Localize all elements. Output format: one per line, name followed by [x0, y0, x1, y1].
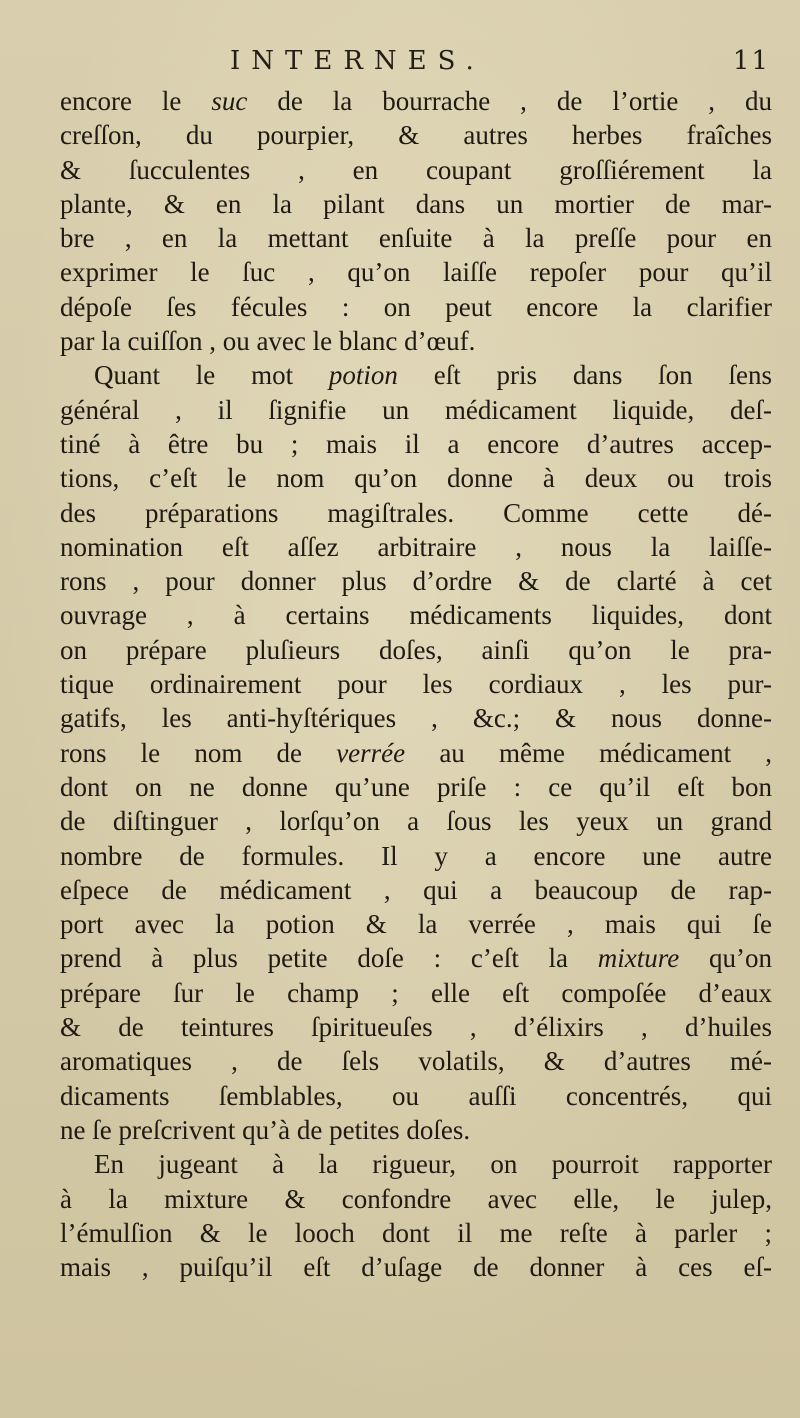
body-text — [60, 84, 772, 1284]
text-line — [60, 564, 772, 598]
text-segment: eſpece de médicament , qui a beaucoup de rap- — [60, 874, 772, 905]
text-segment: de la bourrache , de l’ortie , du — [247, 86, 772, 116]
page-number: 11 — [732, 46, 770, 76]
running-head: INTERNES. — [230, 46, 485, 76]
text-segment: & ſucculentes , en coupant groſſiérement la — [60, 154, 772, 185]
text-line — [60, 736, 772, 770]
text-segment: dont on ne donne qu’une priſe : ce qu’il eſt bon — [60, 771, 772, 802]
text-line — [60, 1216, 772, 1250]
text-line — [60, 667, 772, 701]
text-segment: l’émulſion & le looch dont il me reſte à parler ; — [60, 1217, 772, 1248]
text-segment: gatifs, les anti-hyſtériques , &c.; & nous donne- — [60, 703, 772, 734]
text-segment: ouvrage , à certains médicaments liquides, dont — [60, 600, 772, 631]
text-line — [60, 187, 772, 221]
text-segment: dicaments ſemblables, ou auſſi concentrés, qui — [60, 1080, 772, 1111]
text-segment: prépare ſur le champ ; elle eſt compoſée d’eaux — [60, 977, 772, 1008]
text-segment: rons le nom de — [60, 737, 337, 768]
text-line — [60, 633, 772, 667]
text-segment: tique ordinairement pour les cordiaux , les pur- — [60, 669, 772, 700]
italic-term: potion — [328, 360, 398, 391]
text-line — [60, 255, 772, 289]
text-line — [60, 496, 772, 530]
text-segment: nombre de formules. Il y a encore une autre — [60, 840, 772, 871]
text-line — [60, 84, 772, 118]
text-segment: port avec la potion & la verrée , mais qui ſe — [60, 909, 772, 940]
text-line — [60, 221, 772, 255]
page-header — [60, 44, 770, 84]
text-segment: de diſtinguer , lorſqu’on a ſous les yeux un grand — [60, 806, 772, 837]
text-segment: qu’on — [679, 943, 772, 974]
text-line — [60, 770, 772, 804]
text-segment: tions, c’eſt le nom qu’on donne à deux ou trois — [60, 463, 772, 494]
text-line — [60, 701, 772, 735]
text-segment: En jugeant à la rigueur, on pourroit rapporter — [94, 1149, 772, 1180]
text-line — [60, 1182, 772, 1216]
text-line — [60, 427, 772, 461]
text-line — [60, 1147, 772, 1181]
italic-term: suc — [211, 86, 248, 116]
text-line — [60, 461, 772, 495]
italic-term: mixture — [597, 943, 680, 974]
text-segment: Quant le mot — [94, 360, 329, 391]
text-line — [60, 941, 772, 975]
text-segment: creſſon, du pourpier, & autres herbes fraîches — [60, 120, 772, 151]
text-line — [60, 907, 772, 941]
text-segment: encore le — [60, 86, 212, 116]
text-segment: mais , puiſqu’il eſt d’uſage de donner à ces eſ- — [60, 1252, 772, 1283]
text-segment: des préparations magiſtrales. Comme cette dé- — [60, 497, 772, 528]
text-line — [60, 530, 772, 564]
text-segment: plante, & en la pilant dans un mortier de mar- — [60, 188, 772, 219]
text-segment: général , il ſignifie un médicament liquide, deſ- — [60, 394, 772, 425]
text-line — [60, 1079, 772, 1113]
text-segment: à la mixture & confondre avec elle, le julep, — [60, 1183, 772, 1214]
text-line — [60, 290, 772, 324]
text-segment: bre , en la mettant enſuite à la preſſe pour en — [60, 223, 772, 254]
italic-term: verrée — [336, 737, 406, 768]
text-line — [60, 1010, 772, 1044]
text-segment: exprimer le ſuc , qu’on laiſſe repoſer pour qu’il — [60, 257, 772, 288]
text-segment: nomination eſt aſſez arbitraire , nous la laiſſe- — [60, 531, 772, 562]
text-segment: & de teintures ſpiritueuſes , d’élixirs , d’huiles — [60, 1012, 772, 1043]
text-segment: rons , pour donner plus d’ordre & de clarté à cet — [60, 566, 772, 597]
text-line — [60, 598, 772, 632]
text-segment: aromatiques , de ſels volatils, & d’autres mé- — [60, 1046, 772, 1077]
text-segment: prend à plus petite doſe : c’eſt la — [60, 943, 598, 974]
text-segment: par la cuiſſon , ou avec le blanc d’œuf. — [60, 326, 476, 357]
text-segment: au même médicament , — [405, 737, 772, 768]
text-line — [60, 393, 772, 427]
text-line — [60, 358, 772, 392]
text-line — [60, 1044, 772, 1078]
text-segment: dépoſe ſes fécules : on peut encore la clarifier — [60, 291, 772, 322]
text-line — [60, 839, 772, 873]
text-segment: ne ſe preſcrivent qu’à de petites doſes. — [60, 1114, 471, 1145]
text-line — [60, 873, 772, 907]
text-segment: eſt pris dans ſon ſens — [397, 360, 772, 391]
text-line — [60, 1250, 772, 1284]
text-line — [60, 804, 772, 838]
text-segment: on prépare pluſieurs doſes, ainſi qu’on le pra- — [60, 634, 772, 665]
text-line — [60, 324, 772, 358]
text-line — [60, 976, 772, 1010]
text-segment: tiné à être bu ; mais il a encore d’autres accep- — [60, 428, 772, 459]
text-line — [60, 118, 772, 152]
text-line — [60, 1113, 772, 1147]
text-line — [60, 153, 772, 187]
